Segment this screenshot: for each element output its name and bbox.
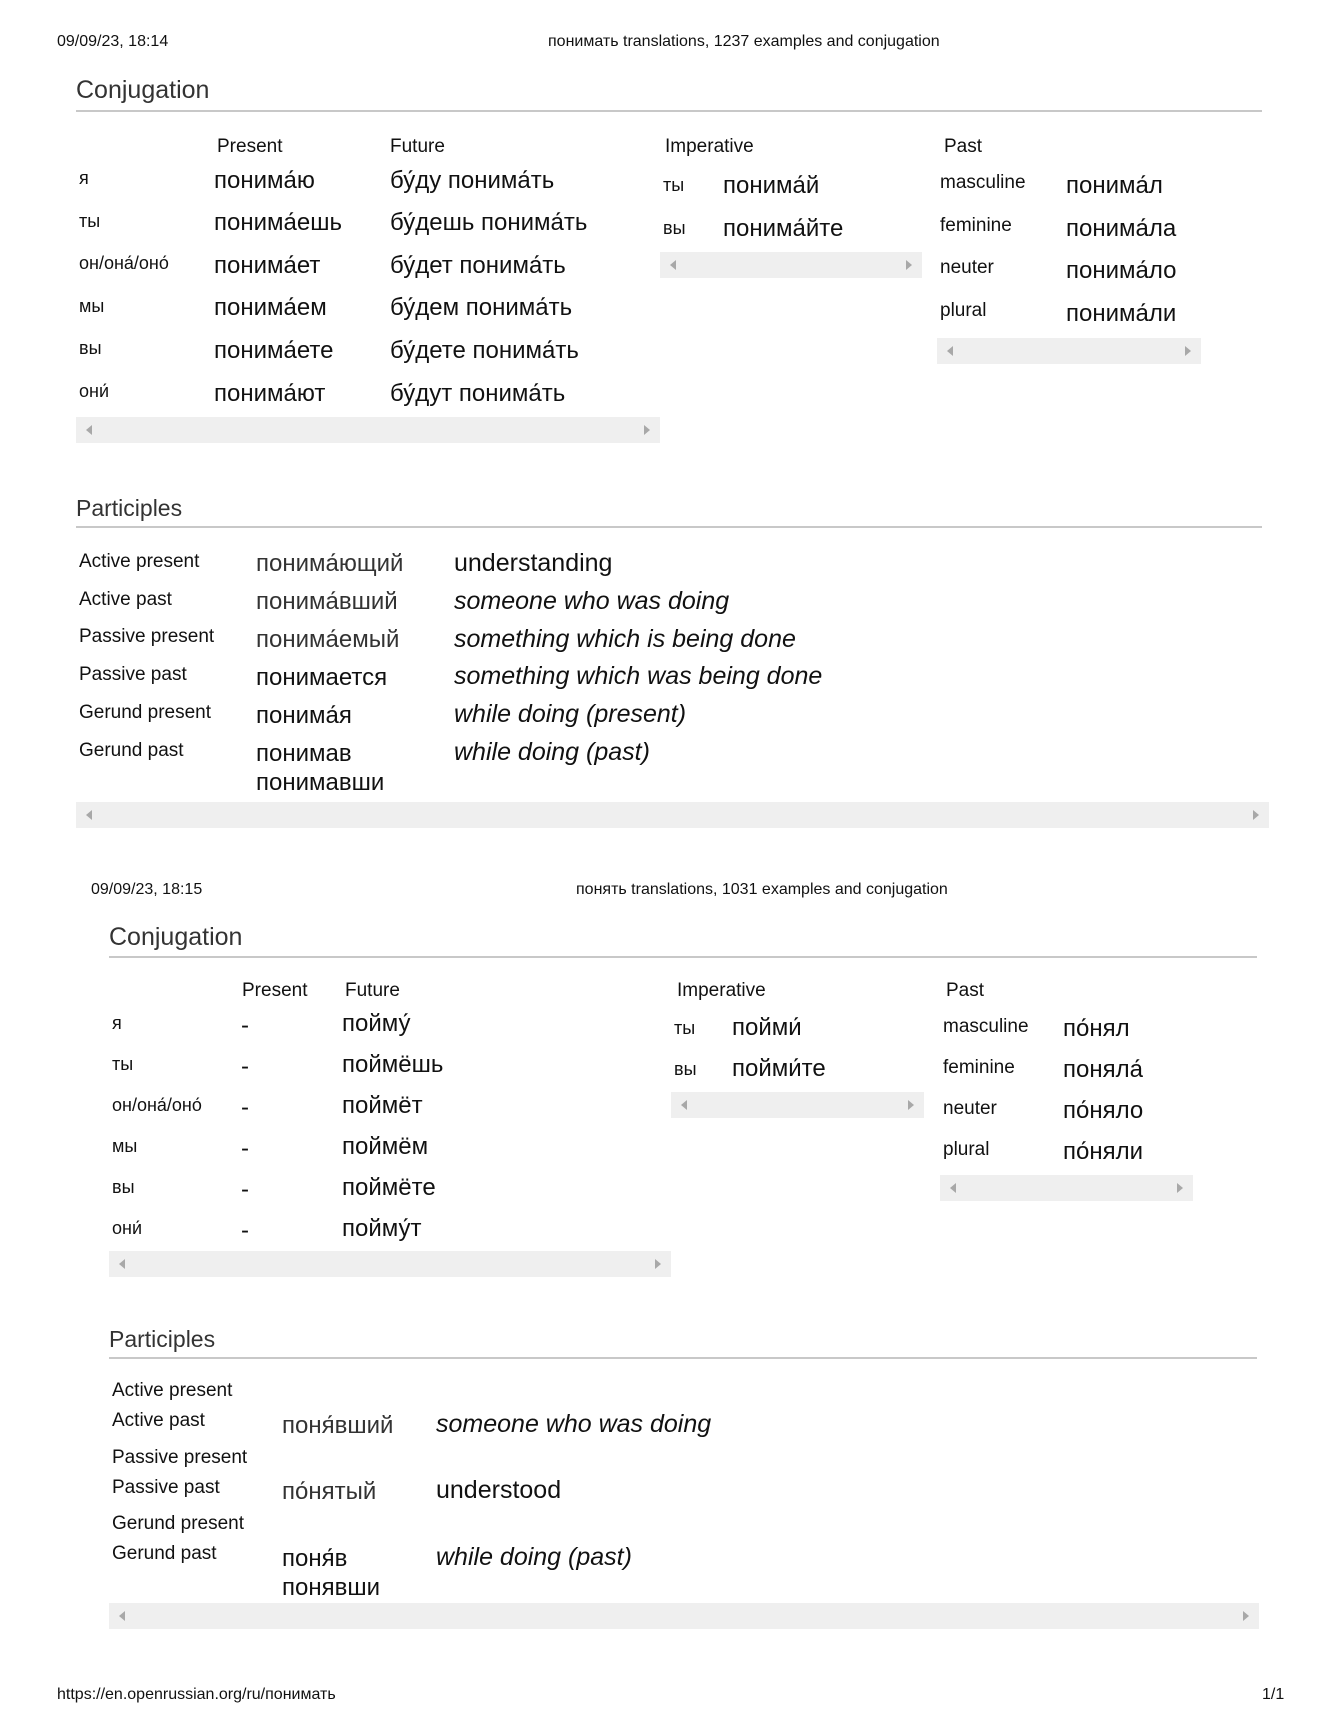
print-page-title: понять translations, 1031 examples and conjugation xyxy=(576,881,948,898)
imperative-form: пойми́те xyxy=(732,1055,826,1082)
horizontal-scrollbar[interactable] xyxy=(109,1603,1259,1629)
participle-meaning: something which is being done xyxy=(454,625,796,653)
scroll-left-arrow-icon[interactable] xyxy=(86,425,92,435)
pronoun: я xyxy=(112,1013,122,1033)
pronoun: мы xyxy=(112,1136,138,1156)
pronoun: они́ xyxy=(112,1218,143,1238)
column-header-past: Past xyxy=(944,136,983,157)
past-form: по́нял xyxy=(1063,1015,1130,1042)
participle-label: Gerund present xyxy=(112,1513,245,1534)
scroll-left-arrow-icon[interactable] xyxy=(86,810,92,820)
future-form: пойму́т xyxy=(342,1215,422,1242)
scroll-right-arrow-icon[interactable] xyxy=(906,260,912,270)
participle-label: Passive past xyxy=(79,664,187,685)
pronoun: ты xyxy=(663,175,685,195)
horizontal-scrollbar[interactable] xyxy=(76,417,660,443)
participle-form-alt: понимавши xyxy=(256,769,385,796)
column-header-present: Present xyxy=(217,136,283,157)
pronoun: вы xyxy=(674,1059,697,1079)
column-header-future: Future xyxy=(345,980,400,1001)
participle-form: по́нятый xyxy=(282,1478,377,1505)
participle-label: Active present xyxy=(79,551,200,572)
gender-label: masculine xyxy=(943,1016,1029,1037)
column-header-imperative: Imperative xyxy=(665,136,754,157)
participle-form: понима́ющий xyxy=(256,550,404,577)
past-form: по́няло xyxy=(1063,1097,1144,1124)
divider xyxy=(109,956,1257,958)
future-form: поймёшь xyxy=(342,1051,444,1078)
present-form: понима́ете xyxy=(214,337,334,364)
participle-label: Gerund past xyxy=(79,740,184,761)
past-form: понима́л xyxy=(1066,172,1163,199)
column-header-present: Present xyxy=(242,980,308,1001)
divider xyxy=(109,1357,1257,1359)
participles-heading: Participles xyxy=(76,495,183,521)
scroll-right-arrow-icon[interactable] xyxy=(644,425,650,435)
pronoun: ты xyxy=(79,211,101,231)
pronoun: вы xyxy=(112,1177,135,1197)
column-header-imperative: Imperative xyxy=(677,980,766,1001)
divider xyxy=(76,110,1262,112)
column-header-past: Past xyxy=(946,980,985,1001)
print-footer-url: https://en.openrussian.org/ru/понимать xyxy=(57,1686,336,1703)
present-form: - xyxy=(241,1053,249,1080)
imperative-form: понима́й xyxy=(723,172,820,199)
horizontal-scrollbar[interactable] xyxy=(660,252,922,278)
scroll-left-arrow-icon[interactable] xyxy=(950,1183,956,1193)
participle-label: Active present xyxy=(112,1380,233,1401)
future-form: пойму́ xyxy=(342,1010,411,1037)
scroll-left-arrow-icon[interactable] xyxy=(119,1259,125,1269)
participle-form: понимав xyxy=(256,740,352,767)
print-timestamp: 09/09/23, 18:15 xyxy=(91,881,203,898)
past-form: понима́ли xyxy=(1066,300,1177,327)
gender-label: neuter xyxy=(940,257,994,278)
gender-label: neuter xyxy=(943,1098,997,1119)
participles-heading: Participles xyxy=(109,1326,216,1352)
print-page-title: понимать translations, 1237 examples and conjugation xyxy=(548,33,940,50)
participle-meaning: while doing (past) xyxy=(454,738,650,766)
future-form: бу́дете понима́ть xyxy=(390,337,579,364)
scroll-left-arrow-icon[interactable] xyxy=(947,346,953,356)
scroll-right-arrow-icon[interactable] xyxy=(908,1100,914,1110)
present-form: - xyxy=(241,1012,249,1039)
pronoun: вы xyxy=(79,338,102,358)
participle-form: понимается xyxy=(256,664,388,691)
imperative-form: понима́йте xyxy=(723,215,844,242)
present-form: понима́ем xyxy=(214,294,327,321)
past-form: поняла́ xyxy=(1063,1056,1143,1083)
present-form: - xyxy=(241,1094,249,1121)
gender-label: plural xyxy=(943,1139,990,1160)
future-form: бу́дут понима́ть xyxy=(390,380,566,407)
participle-meaning: understood xyxy=(436,1476,562,1504)
pronoun: ты xyxy=(674,1018,696,1038)
participle-meaning: while doing (past) xyxy=(436,1543,632,1571)
participle-meaning: someone who was doing xyxy=(436,1410,712,1438)
participle-label: Passive present xyxy=(112,1447,248,1468)
future-form: поймёт xyxy=(342,1092,423,1119)
scroll-left-arrow-icon[interactable] xyxy=(119,1611,125,1621)
present-form: - xyxy=(241,1217,249,1244)
participle-meaning: someone who was doing xyxy=(454,587,730,615)
horizontal-scrollbar[interactable] xyxy=(671,1092,924,1118)
present-form: - xyxy=(241,1176,249,1203)
participle-label: Active past xyxy=(79,589,172,610)
horizontal-scrollbar[interactable] xyxy=(76,802,1269,828)
past-form: по́няли xyxy=(1063,1138,1144,1165)
past-form: понима́ла xyxy=(1066,215,1177,242)
participle-meaning: while doing (present) xyxy=(454,700,687,728)
scroll-right-arrow-icon[interactable] xyxy=(655,1259,661,1269)
participle-label: Gerund past xyxy=(112,1543,217,1564)
future-form: бу́дем понима́ть xyxy=(390,294,573,321)
participle-label: Passive present xyxy=(79,626,215,647)
past-form: понима́ло xyxy=(1066,257,1177,284)
future-form: поймёте xyxy=(342,1174,436,1201)
gender-label: feminine xyxy=(943,1057,1015,1078)
participle-form: понима́я xyxy=(256,702,352,729)
pronoun: вы xyxy=(663,218,686,238)
pronoun: он/она́/оно́ xyxy=(112,1095,202,1115)
print-page-number: 1/1 xyxy=(1262,1686,1285,1703)
scroll-left-arrow-icon[interactable] xyxy=(681,1100,687,1110)
participle-meaning: understanding xyxy=(454,549,613,577)
future-form: бу́дешь понима́ть xyxy=(390,209,588,236)
future-form: бу́дет понима́ть xyxy=(390,252,566,279)
gender-label: masculine xyxy=(940,172,1026,193)
pronoun: мы xyxy=(79,296,105,316)
gender-label: plural xyxy=(940,300,987,321)
present-form: понима́ешь xyxy=(214,209,342,236)
divider xyxy=(76,526,1262,528)
present-form: понима́ют xyxy=(214,380,326,407)
pronoun: ты xyxy=(112,1054,134,1074)
horizontal-scrollbar[interactable] xyxy=(940,1175,1193,1201)
present-form: понима́ю xyxy=(214,167,315,194)
participle-meaning: something which was being done xyxy=(454,662,823,690)
scroll-right-arrow-icon[interactable] xyxy=(1185,346,1191,356)
present-form: - xyxy=(241,1135,249,1162)
participle-label: Passive past xyxy=(112,1477,220,1498)
horizontal-scrollbar[interactable] xyxy=(109,1251,671,1277)
scroll-right-arrow-icon[interactable] xyxy=(1177,1183,1183,1193)
participle-label: Gerund present xyxy=(79,702,212,723)
print-timestamp: 09/09/23, 18:14 xyxy=(57,33,169,50)
scroll-left-arrow-icon[interactable] xyxy=(670,260,676,270)
pronoun: он/она́/оно́ xyxy=(79,253,169,273)
conjugation-heading: Conjugation xyxy=(109,923,243,951)
future-form: поймём xyxy=(342,1133,429,1160)
participle-form: понима́емый xyxy=(256,626,400,653)
future-form: бу́ду понима́ть xyxy=(390,167,555,194)
horizontal-scrollbar[interactable] xyxy=(937,338,1201,364)
pronoun: я xyxy=(79,168,89,188)
present-form: понима́ет xyxy=(214,252,321,279)
conjugation-heading: Conjugation xyxy=(76,76,210,104)
participle-form: поня́вший xyxy=(282,1412,394,1439)
participle-form: понима́вший xyxy=(256,588,398,615)
scroll-right-arrow-icon[interactable] xyxy=(1243,1611,1249,1621)
gender-label: feminine xyxy=(940,215,1012,236)
participle-form-alt: понявши xyxy=(282,1574,381,1601)
column-header-future: Future xyxy=(390,136,445,157)
scroll-right-arrow-icon[interactable] xyxy=(1253,810,1259,820)
participle-label: Active past xyxy=(112,1410,205,1431)
pronoun: они́ xyxy=(79,381,110,401)
imperative-form: пойми́ xyxy=(732,1014,802,1041)
participle-form: поня́в xyxy=(282,1545,348,1572)
